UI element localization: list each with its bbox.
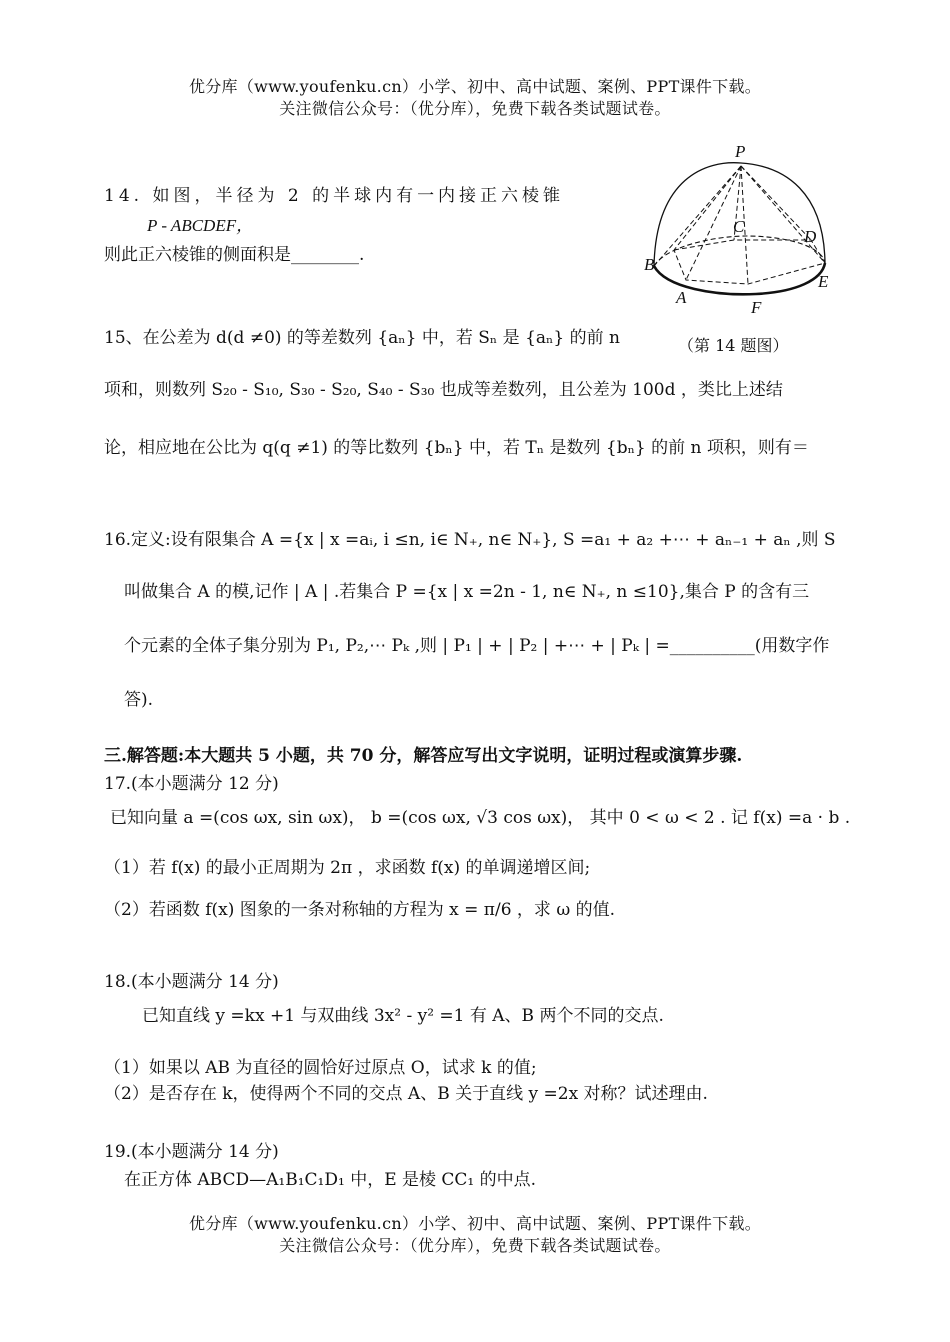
label-P: P xyxy=(735,142,746,161)
label-F: F xyxy=(751,298,762,317)
header-line-1: 优分库（www.youfenku.cn）小学、初中、高中试题、案例、PPT课件下载。 xyxy=(188,77,762,96)
q18-line-1: 已知直线 y =kx +1 与双曲线 3x² - y² =1 有 A、B 两个不同的交点. xyxy=(142,1006,664,1026)
label-C: C xyxy=(733,217,745,236)
label-A: A xyxy=(676,288,687,307)
q19-line-1: 在正方体 ABCD—A₁B₁C₁D₁ 中，E 是棱 CC₁ 的中点. xyxy=(124,1170,537,1190)
q17-title: 17.(本小题满分 12 分) xyxy=(104,774,279,794)
q16-line-3: 个元素的全体子集分别为 P₁, P₂,⋯ Pₖ ,则 | P₁ | + | P₂ | +⋯ + | Pₖ | =__________(用数字作 xyxy=(124,636,830,656)
q18-part-2: （2）是否存在 k，使得两个不同的交点 A、B 关于直线 y =2x 对称？试述理由. xyxy=(104,1084,708,1104)
q15-line-3: 论，相应地在公比为 q(q ≠1) 的等比数列 {bₙ} 中，若 Tₙ 是数列 {bₙ} 的前 n 项积，则有＝ xyxy=(104,438,809,458)
q17-line-1: 已知向量 a =(cos ωx, sin ωx)， b =(cos ωx, √3 cos ωx)， 其中 0 < ω < 2 . 记 f(x) =a · b . xyxy=(110,808,851,828)
q14-line-1: 14. 如图，半径为 2 的半球内有一内接正六棱锥 xyxy=(104,186,565,206)
q16-line-2: 叫做集合 A 的模,记作 | A | .若集合 P ={x | x =2n - 1, n∈ N₊, n ≤10},集合 P 的含有三 xyxy=(124,582,810,602)
label-D: D xyxy=(804,227,817,246)
q17-part-2: （2）若函数 f(x) 图象的一条对称轴的方程为 x = π/6 ，求 ω 的值. xyxy=(104,900,616,920)
q14-line-2: P - ABCDEF， xyxy=(147,216,254,235)
q17-part-1: （1）若 f(x) 的最小正周期为 2π ，求函数 f(x) 的单调递增区间; xyxy=(104,858,591,878)
figure-caption: （第 14 题图） xyxy=(678,336,789,355)
footer-line-2: 关注微信公众号：（优分库），免费下载各类试题试卷。 xyxy=(279,1236,671,1255)
hemisphere-pyramid-figure xyxy=(636,138,846,323)
label-B: B xyxy=(644,255,655,274)
q16-line-4: 答). xyxy=(124,690,154,710)
q14-line-3: 则此正六棱锥的侧面积是________. xyxy=(104,245,365,265)
q19-title: 19.(本小题满分 14 分) xyxy=(104,1142,279,1162)
label-E: E xyxy=(818,272,829,291)
q18-title: 18.(本小题满分 14 分) xyxy=(104,972,279,992)
q15-line-2: 项和，则数列 S₂₀ - S₁₀, S₃₀ - S₂₀, S₄₀ - S₃₀ 也成等差数列，且公差为 100d ，类比上述结 xyxy=(104,380,783,400)
footer-line-1: 优分库（www.youfenku.cn）小学、初中、高中试题、案例、PPT课件下载。 xyxy=(188,1214,762,1233)
header-line-2: 关注微信公众号：（优分库），免费下载各类试题试卷。 xyxy=(279,99,671,118)
q16-line-1: 16.定义:设有限集合 A ={x | x =aᵢ, i ≤n, i∈ N₊, n∈ N₊}, S =a₁ + a₂ +⋯ + aₙ₋₁ + aₙ ,则 S xyxy=(104,530,836,550)
q15-line-1: 15、在公差为 d(d ≠0) 的等差数列 {aₙ} 中，若 Sₙ 是 {aₙ} 的前 n xyxy=(104,328,620,348)
q18-part-1: （1）如果以 AB 为直径的圆恰好过原点 O，试求 k 的值; xyxy=(104,1058,537,1078)
section-3-title: 三.解答题:本大题共 5 小题，共 70 分，解答应写出文字说明，证明过程或演算步骤. xyxy=(104,746,743,766)
